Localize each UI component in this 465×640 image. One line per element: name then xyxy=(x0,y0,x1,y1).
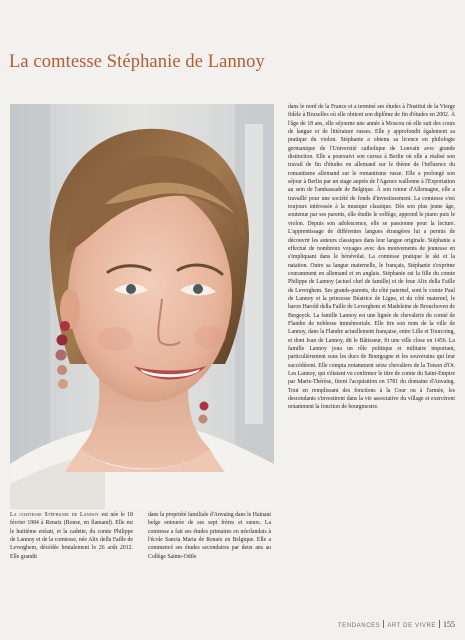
page-footer xyxy=(338,620,455,629)
article-body-column xyxy=(288,103,455,412)
portrait-photo xyxy=(10,104,274,509)
caption-lead: La comtesse Stéphanie de Lannoy xyxy=(10,512,100,518)
article-body-text: dans le nord de la France et a terminé ses études à l'Institut de la Vierge fidèle à Bruxelles où elle obtient son diplôme de fin d'études en 2002. À l'âge de 18 ans, elle séjourne une année à Moscou où elle suit des cours de langue et de littérature russes. Elle y approfondit également sa pratique du violon. Stéphanie a obtenu sa licence en philologie germanique de l'Université catholique de Louvain avec grande distinction. Elle a poursuivi son cursus à Berlin où elle a réalisé son travail de fin d'études en allemand sur le thème de l'influence du romantisme allemand sur le romantisme russe. Elle a prolongé son séjour à Berlin par un stage auprès de l'Agence wallonne à l'Exportation au sein de l'ambassade de Belgique. À son retour d'Allemagne, elle a travaillé pour une société de fonds d'investissement. La comtesse s'est toujours intéressée à la musique classique. Dès son plus jeune âge, soutenue par ses parents, elle étudie le solfège, apprend le piano puis le violon. Depuis son adolescence, elle se passionne pour la lecture. L'apprentissage de différentes langues étrangères lui a permis de découvrir les auteurs classiques dans leur langue originale. Stéphanie a effectué de nombreux voyages avec des mouvements de jeunesse en s'impliquant dans le bénévolat. La comtesse pratique le ski et la natation. Outre sa langue maternelle, le français, Stéphanie s'exprime couramment en allemand et en anglais. Stéphanie est la fille du comte Philippe de Lannoy (actuel chef de famille) et de feue Alix della Faille de Leverghem. Ses grands-parents, du côté paternel, sont le comte Paul de Lannoy et la princesse Béatrice de Ligne, et du côté maternel, le baron Harold della Faille de Leverghem et Madeleine de Brouchoven de Bergeyck. La famille Lannoy est une lignée de chevalerie du comté de Flandre de noblesse immémoriale. Elle tire son nom de la ville de Lannoy, dans la Flandre actuellement française, entre Lille et Tourcoing, et dont Jean de Lannoy, dit le Bâtisseur, fit une ville close en 1456. La famille Lannoy joua un rôle politique et militaire important, particulièrement sous les ducs de Bourgogne et les souverains qui leur succédèrent. Elle compta notamment seize chevaliers de la Toison d'Or. Les Lannoy, qui s'étaient vu confirmer le titre de comte du Saint-Empire par Marie-Thérèse, firent l'acquisition en 1781 du domaine d'Anvaing. Tout en remplissant des fonctions à la Cour ou à l'armée, les descendants s'investirent dans la vie associative du village et exercèrent notamment la fonction de bourgmestre. xyxy=(288,104,455,411)
footer-section: ART DE VIVRE xyxy=(387,623,436,629)
caption-column-2 xyxy=(148,511,271,561)
page-number: 155 xyxy=(443,620,455,629)
article-title: La comtesse Stéphanie de Lannoy xyxy=(9,52,265,72)
caption-text-1: est née le 18 février 1984 à Renaix (Ronse, en flamand). Elle est le huitième enfant, et la cadette, du comte Philippe de Lannoy et de la comtesse, née Alix della Faille de Leverghem, décédée brutalement le 26 août 2012. Elle grandit xyxy=(10,512,133,560)
caption-text-2: dans la propriété familiale d'Anvaing dans le Hainaut belge entourée de ses sept frères et sœurs. La comtesse a fait ses études primaires en néerlandais à l'école Sancta Maria de Renaix en Belgique. Elle a commencé ses études secondaires par deux ans au Collège Sainte-Odile xyxy=(148,512,271,560)
footer-divider xyxy=(439,620,440,628)
caption-column-1 xyxy=(10,511,133,561)
footer-divider xyxy=(383,620,384,628)
footer-magazine: TENDANCES xyxy=(337,623,381,629)
